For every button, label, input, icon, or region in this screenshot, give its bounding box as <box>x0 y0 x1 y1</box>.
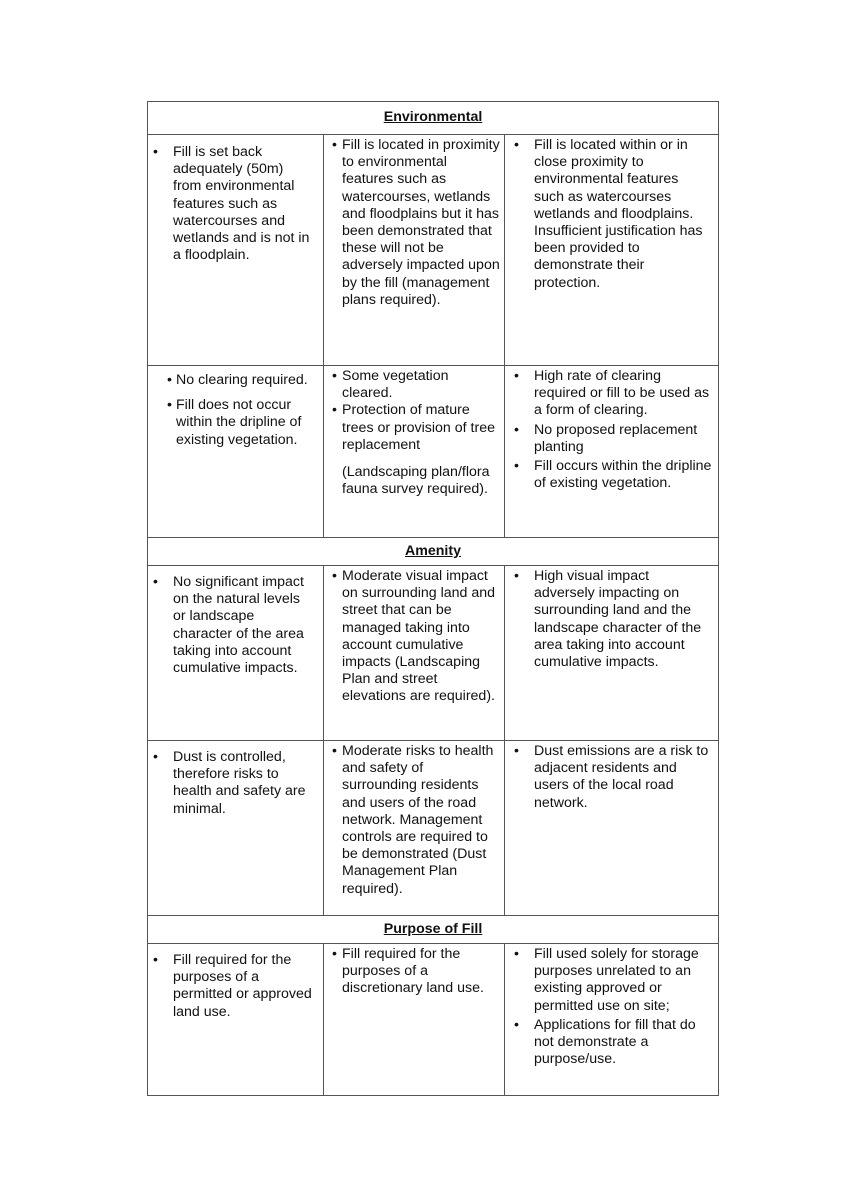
list-item: • Moderate risks to health and safety of surrounding residents and users of the road network. Management controls are required to be demonstrated (Dust Management Plan required). <box>342 743 502 898</box>
section-header-row <box>148 916 719 944</box>
table-row <box>148 944 719 1096</box>
list-item: • Fill is located within or in close proximity to environmental features such as watercourses wetlands and floodplains. Insufficient justification has been provided to demonstrate their protection. <box>534 137 712 292</box>
table-row <box>148 135 719 366</box>
list-item: • Applications for fill that do not demonstrate a purpose/use. <box>534 1017 712 1069</box>
list-item: • Fill required for the purposes of a permitted or approved land use. <box>173 952 315 1021</box>
section-header-row <box>148 538 719 566</box>
section-title-environmental: Environmental <box>148 102 719 135</box>
cell-moderate <box>324 566 505 741</box>
list-item: • Protection of mature trees or provision of tree replacement <box>342 402 502 454</box>
cell-unacceptable <box>505 944 719 1096</box>
list-item: • Some vegetation cleared. <box>342 368 502 402</box>
cell-acceptable <box>148 741 324 916</box>
note-text: (Landscaping plan/flora fauna survey required). <box>342 464 490 498</box>
cell-unacceptable <box>505 135 719 366</box>
list-item: • No significant impact on the natural levels or landscape character of the area taking into account cumulative impacts. <box>173 574 315 677</box>
section-title-purpose: Purpose of Fill <box>148 916 719 944</box>
list-item: • No clearing required. <box>176 372 317 389</box>
list-item: • No proposed replacement planting <box>534 422 712 456</box>
list-item: • Dust is controlled, therefore risks to health and safety are minimal. <box>173 749 315 818</box>
list-item: • Moderate visual impact on surrounding land and street that can be managed taking into account cumulative impacts (Landscaping Plan and street elevations are required). <box>342 568 502 706</box>
list-item: • High visual impact adversely impacting on surrounding land and the landscape character of the area taking into account cumulative impacts. <box>534 568 712 671</box>
cell-moderate <box>324 741 505 916</box>
section-header-row <box>148 102 719 135</box>
list-item: • High rate of clearing required or fill to be used as a form of clearing. <box>534 368 712 420</box>
cell-acceptable <box>148 944 324 1096</box>
cell-acceptable <box>148 366 324 538</box>
list-item: • Fill used solely for storage purposes unrelated to an existing approved or permitted use on site; <box>534 946 712 1015</box>
fill-criteria-table <box>147 101 719 1096</box>
table-row <box>148 366 719 538</box>
list-item: • Fill occurs within the dripline of existing vegetation. <box>534 458 712 492</box>
cell-moderate <box>324 135 505 366</box>
cell-moderate <box>324 366 505 538</box>
cell-acceptable <box>148 135 324 366</box>
table-row <box>148 566 719 741</box>
cell-unacceptable <box>505 566 719 741</box>
list-item: • Dust emissions are a risk to adjacent residents and users of the local road network. <box>534 743 712 812</box>
cell-unacceptable <box>505 741 719 916</box>
list-item: • Fill does not occur within the dripline of existing vegetation. <box>176 397 317 449</box>
table-row <box>148 741 719 916</box>
list-item: • Fill required for the purposes of a discretionary land use. <box>342 946 502 998</box>
list-item: • Fill is set back adequately (50m) from environmental features such as watercourses and wetlands and is not in a floodplain. <box>173 144 315 264</box>
cell-unacceptable <box>505 366 719 538</box>
cell-moderate <box>324 944 505 1096</box>
document-page <box>147 101 718 1096</box>
section-title-amenity: Amenity <box>148 538 719 566</box>
cell-acceptable <box>148 566 324 741</box>
list-item: • Fill is located in proximity to environmental features such as watercourses, wetlands and floodplains but it has been demonstrated that these will not be adversely impacted upon by the fill (management plans required). <box>342 137 502 309</box>
